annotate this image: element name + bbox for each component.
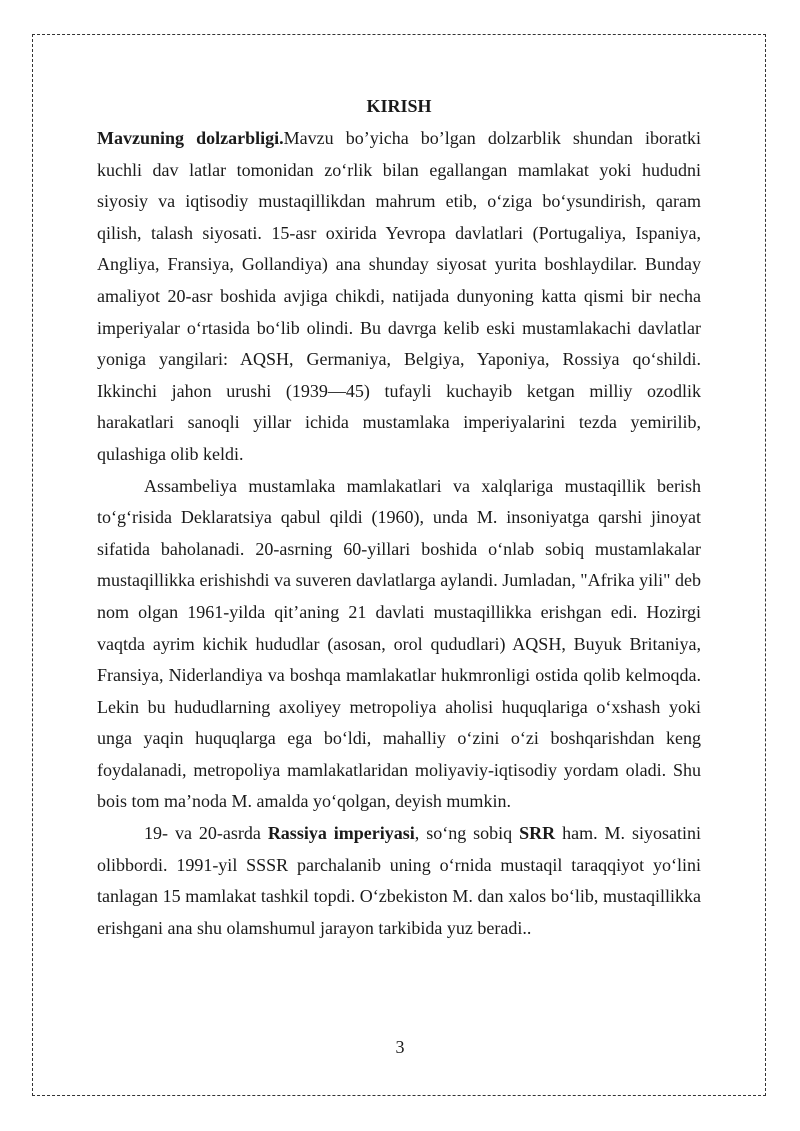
paragraph-relevance — [97, 123, 701, 471]
p3-text-a: 19- va 20-asrda — [144, 823, 268, 844]
paragraph-assembly: Assambeliya mustamlaka mamlakatlari va xalqlariga mustaqillik berish to‘g‘risida Deklaratsiya qabul qildi (1960), unda M. insoniyatga qarshi jinoyat sifatida baholanadi. 20-asrning 60-yillari boshida o‘nlab sobiq mustamlakalar mustaqillikka erishishdi va suveren davlatlarga aylandi. Jumladan, "Afrika yili" deb nom olgan 1961-yilda qit’aning 21 davlati mustaqillikka erishgan edi. Hozirgi vaqtda ayrim kichik hududlar (asosan, orol qududlari) AQSH, Buyuk Britaniya, Fransiya, Niderlandiya va boshqa mamlakatlar hukmronligi ostida qolib kelmoqda. Lekin bu hududlarning axoliyey metropoliya aholisi huquqlariga o‘xshash yoki unga yaqin huquqlarga ega bo‘ldi, mahalliy o‘zini o‘zi boshqarishdan keng foydalanadi, metropoliya mamlakatlaridan moliyaviy-iqtisodiy yordam oladi. Shu bois tom ma’noda M. amalda yo‘qolgan, deyish mumkin. — [97, 475, 701, 812]
section-title: KIRISH — [366, 96, 432, 116]
paragraph-relevance-text: Mavzu bo’yicha bo’lgan dolzarblik shundan iboratki kuchli dav latlar tomonidan zo‘rlik bilan egallangan mamlakat yoki hududni siyosiy va iqtisodiy mustaqillikdan mahrum etib, o‘ziga bo‘ysundirish, qaram qilish, talash siyosati. 15-asr oxirida Yevropa davlatlari (Portugaliya, Ispaniya, Angliya, Fransiya, Gollandiya) ana shunday siyosat yurita boshlaydilar. Bunday amaliyot 20-asr boshida avjiga chikdi, natijada dunyoning katta qismi bir necha imperiyalar o‘rtasida bo‘lib olindi. Bu davrga kelib eski mustamlakachi davlatlar yoniga yangilari: AQSH, Germaniya, Belgiya, Yaponiya, Rossiya qo‘shildi. Ikkinchi jahon urushi (1939—45) tufayli kuchayib ketgan milliy ozodlik harakatlari sanoqli yillar ichida mustamlaka imperiyalarini tezda yemirilib, qulashiga olib keldi. — [97, 128, 702, 464]
p3-text-b: , so‘ng sobiq — [414, 823, 520, 844]
relevance-heading: Mavzuning dolzarbligi. — [97, 128, 284, 148]
p3-bold-srr: SRR — [519, 823, 556, 844]
document-body — [97, 92, 701, 944]
p3-bold-empire: Rassiya imperiyasi — [267, 823, 415, 844]
paragraph-russian-empire — [97, 818, 701, 944]
page-number: 3 — [395, 1037, 405, 1057]
p3-text-c: ham. M. siyosatini olibbordi. 1991-yil SSSR parchalanib uning o‘rnida mustaqil taraqqiyot yo‘lini tanlagan 15 mamlakat tashkil topdi. O‘zbekiston M. dan xalos bo‘lib, mustaqillikka erishgani ana shu olamshumul jarayon tarkibida yuz beradi.. — [97, 823, 701, 938]
